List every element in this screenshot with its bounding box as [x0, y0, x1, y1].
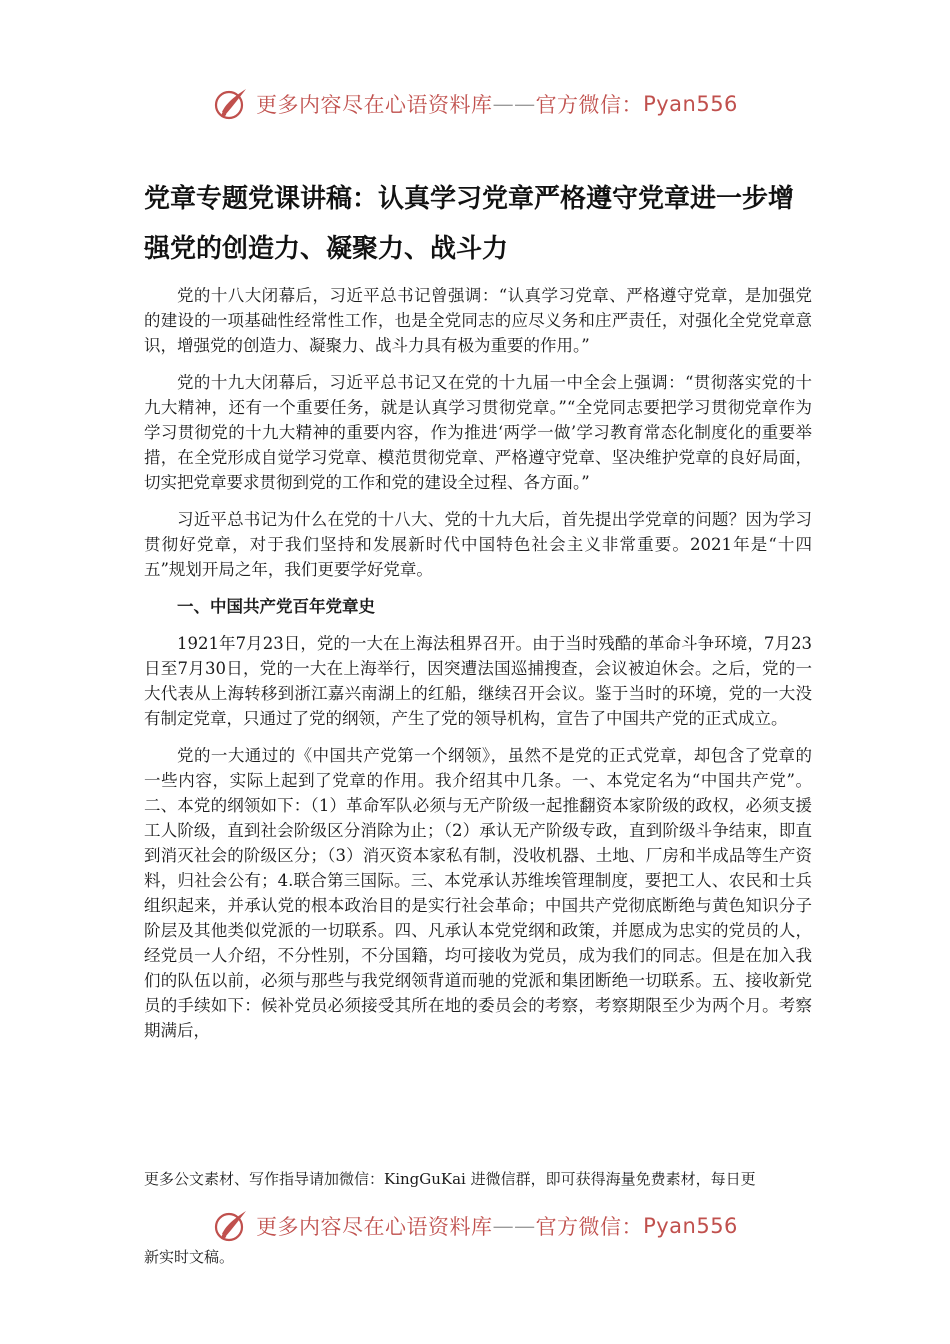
watermark-brand: 更多内容尽在心语资料库: [256, 1215, 493, 1239]
watermark-separator: ——: [492, 1214, 536, 1238]
watermark-separator: ——: [492, 92, 536, 116]
paragraph: 党的一大通过的《中国共产党第一个纲领》，虽然不是党的正式党章，却包含了党章的一些内容，实际上起到了党章的作用。我介绍其中几条。一、本党定名为“中国共产党”。二、本党的纲领如下：（1）革命军队必须与无产阶级一起推翻资本家阶级的政权，必须支援工人阶级，直到社会阶级区分消除为止；（2）承认无产阶级专政，直到阶级斗争结束，即直到消灭社会的阶级区分；（3）消灭资本家私有制，没收机器、土地、厂房和半成品等生产资料，归社会公有；4.联合第三国际。三、本党承认苏维埃管理制度，要把工人、农民和士兵组织起来，并承认党的根本政治目的是实行社会革命；中国共产党彻底断绝与黄色知识分子阶层及其他类似党派的一切联系。四、凡承认本党党纲和政策，并愿成为忠实的党员的人，经党员一人介绍，不分性别，不分国籍，均可接收为党员，成为我们的同志。但是在加入我们的队伍以前，必须与那些与我党纲领背道而驰的党派和集团断绝一切联系。五、接收新党员的手续如下：候补党员必须接受其所在地的委员会的考察，考察期限至少为两个月。考察期满后，: [144, 746, 812, 1040]
watermark-wechat-id: Pyan556: [643, 1214, 738, 1238]
footer-note-end: 新实时文稿。: [144, 1248, 235, 1266]
section-heading: 一、中国共产党百年党章史: [177, 597, 375, 616]
watermark-wechat-label: 官方微信：: [535, 93, 644, 117]
footer-note: 更多公文素材、写作指导请加微信：KingGuKai 进微信群，即可获得海量免费素材，每日更: [144, 1170, 756, 1188]
paragraph: 党的十九大闭幕后，习近平总书记又在党的十九届一中全会上强调：“贯彻落实党的十九大精神，还有一个重要任务，就是认真学习贯彻党章。”“全党同志要把学习贯彻党章作为学习贯彻党的十九大精神的重要内容，作为推进‘两学一做’学习教育常态化制度化的重要举措，在全党形成自觉学习党章、模范贯彻党章、严格遵守党章、坚决维护党章的良好局面，切实把党章要求贯彻到党的工作和党的建设全过程、各方面。”: [144, 373, 812, 492]
document-body: [144, 283, 812, 1055]
paragraph: 1921年7月23日，党的一大在上海法租界召开。由于当时残酷的革命斗争环境，7月23日至7月30日，党的一大在上海举行，因突遭法国巡捕搜查，会议被迫休会。之后，党的一大代表从上海转移到浙江嘉兴南湖上的红船，继续召开会议。鉴于当时的环境，党的一大没有制定党章，只通过了党的纲领，产生了党的领导机构，宣告了中国共产党的正式成立。: [144, 634, 812, 728]
brush-logo-icon: [212, 1206, 252, 1246]
watermark-wechat-label: 官方微信：: [535, 1215, 644, 1239]
brush-logo-icon: [212, 84, 252, 124]
watermark-wechat-id: Pyan556: [643, 92, 738, 116]
watermark-header: [0, 84, 950, 124]
document-title: 党章专题党课讲稿：认真学习党章严格遵守党章进一步增强党的创造力、凝聚力、战斗力: [144, 184, 795, 264]
watermark-brand: 更多内容尽在心语资料库: [256, 93, 493, 117]
paragraph: 党的十八大闭幕后，习近平总书记曾强调：“认真学习党章、严格遵守党章，是加强党的建设的一项基础性经常性工作，也是全党同志的应尽义务和庄严责任，对强化全党党章意识，增强党的创造力、凝聚力、战斗力具有极为重要的作用。”: [144, 286, 812, 355]
watermark-footer: [0, 1206, 950, 1246]
paragraph: 习近平总书记为什么在党的十八大、党的十九大后，首先提出学党章的问题？因为学习贯彻好党章，对于我们坚持和发展新时代中国特色社会主义非常重要。2021年是“十四五”规划开局之年，我们更要学好党章。: [144, 510, 812, 579]
